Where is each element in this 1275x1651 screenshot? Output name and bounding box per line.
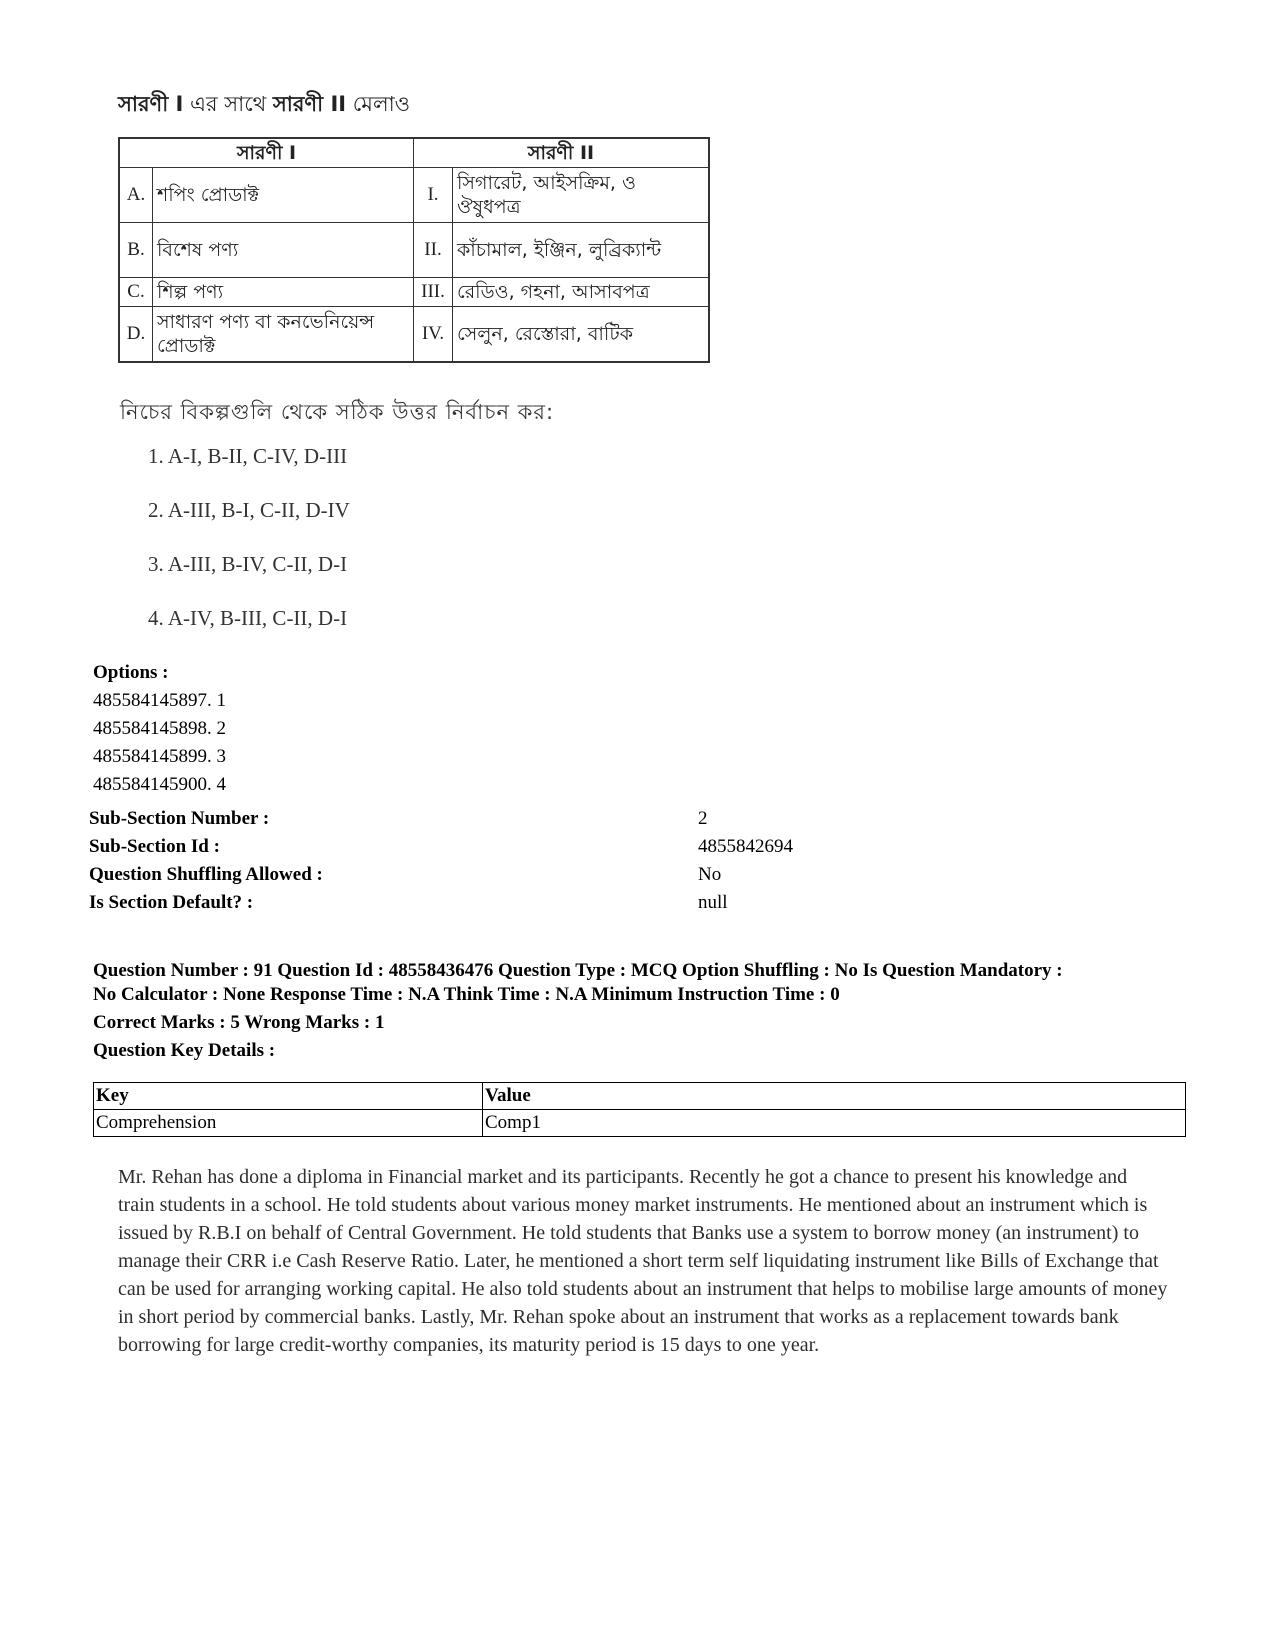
key-table-header	[94, 1083, 1186, 1110]
row-roman: III.	[414, 278, 453, 307]
table-row	[94, 1110, 1186, 1137]
row-item: সাধারণ পণ্য বা কনভেনিয়েন্স প্রোডাক্ট	[153, 307, 414, 363]
key-header: Key	[94, 1083, 483, 1110]
question-shuffling-label: Question Shuffling Allowed :	[89, 864, 323, 885]
subsection-id-label: Sub-Section Id :	[89, 836, 220, 857]
key-cell: Comprehension	[94, 1110, 483, 1137]
section-default-value: null	[698, 892, 728, 913]
row-match: রেডিও, গহনা, আসাবপত্র	[453, 278, 710, 307]
value-cell: Comp1	[483, 1110, 1186, 1137]
heading-connector: এর সাথে	[183, 92, 273, 116]
marks-line: Correct Marks : 5 Wrong Marks : 1	[93, 1012, 385, 1033]
value-header: Value	[483, 1083, 1186, 1110]
row-item: শপিং প্রোডাক্ট	[153, 168, 414, 223]
key-details-label: Question Key Details :	[93, 1040, 276, 1061]
section-default-label: Is Section Default? :	[89, 892, 254, 913]
option-item: 485584145897. 1	[93, 690, 226, 711]
row-match: কাঁচামাল, ইঞ্জিন, লুব্রিক্যান্ট	[453, 223, 710, 278]
answer-choice-1: 1. A-I, B-II, C-IV, D-III	[148, 444, 348, 468]
match-heading	[118, 88, 410, 123]
question-shuffling-value: No	[698, 864, 722, 885]
answer-choice-3: 3. A-III, B-IV, C-II, D-I	[148, 552, 348, 576]
match-row	[119, 223, 709, 278]
row-match: সিগারেট, আইসক্রিম, ও ঔষুধপত্র	[453, 168, 710, 223]
instruction-text: নিচের বিকল্পগুলি থেকে সঠিক উত্তর নির্বাচন কর:	[120, 400, 555, 424]
comprehension-passage: Mr. Rehan has done a diploma in Financial market and its participants. Recently he got a chance to present his knowledge and train students in a school. He told students about various money market instruments. He mentioned about an instrument which is issued by R.B.I on behalf of Central Government. He told students that Banks use a system to borrow money (an instrument) to manage their CRR i.e Cash Reserve Ratio. Later, he mentioned a short term self liquidating instrument like Bills of Exchange that can be used for arranging working capital. He also told students about an instrument that helps to mobilise large amounts of money in short period by commercial banks. Lastly, Mr. Rehan spoke about an instrument that works as a replacement towards bank borrowing for large credit-worthy companies, its maturity period is 15 days to one year.	[118, 1166, 1168, 1356]
key-table	[93, 1082, 1186, 1137]
row-letter: B.	[119, 223, 153, 278]
heading-verb: মেলাও	[346, 92, 411, 116]
option-item: 485584145898. 2	[93, 718, 226, 739]
row-letter: D.	[119, 307, 153, 363]
subsection-number-value: 2	[698, 808, 708, 829]
heading-table1: সারণী I	[118, 92, 184, 116]
option-item: 485584145900. 4	[93, 774, 226, 795]
row-letter: C.	[119, 278, 153, 307]
col2-header: সারণী II	[414, 138, 710, 168]
row-item: বিশেষ পণ্য	[153, 223, 414, 278]
answer-choice-2: 2. A-III, B-I, C-II, D-IV	[148, 498, 350, 522]
options-label: Options :	[93, 662, 169, 683]
col1-header: সারণী I	[119, 138, 414, 168]
answer-choice-4: 4. A-IV, B-III, C-II, D-I	[148, 606, 348, 630]
question-meta-line2: No Calculator : None Response Time : N.A Think Time : N.A Minimum Instruction Time : 0	[93, 984, 840, 1005]
row-item: শিল্প পণ্য	[153, 278, 414, 307]
match-row	[119, 278, 709, 307]
option-item: 485584145899. 3	[93, 746, 226, 767]
row-roman: IV.	[414, 307, 453, 363]
match-row	[119, 307, 709, 363]
row-roman: II.	[414, 223, 453, 278]
row-roman: I.	[414, 168, 453, 223]
match-row	[119, 168, 709, 223]
row-letter: A.	[119, 168, 153, 223]
row-match: সেলুন, রেস্তোরা, বাটিক	[453, 307, 710, 363]
question-meta-line1: Question Number : 91 Question Id : 48558436476 Question Type : MCQ Option Shuffling : No Is Question Mandatory :	[93, 960, 1063, 981]
subsection-id-value: 4855842694	[698, 836, 793, 857]
heading-table2: সারণী II	[272, 92, 347, 116]
subsection-number-label: Sub-Section Number :	[89, 808, 270, 829]
match-table	[118, 137, 710, 363]
match-table-header	[119, 138, 709, 168]
